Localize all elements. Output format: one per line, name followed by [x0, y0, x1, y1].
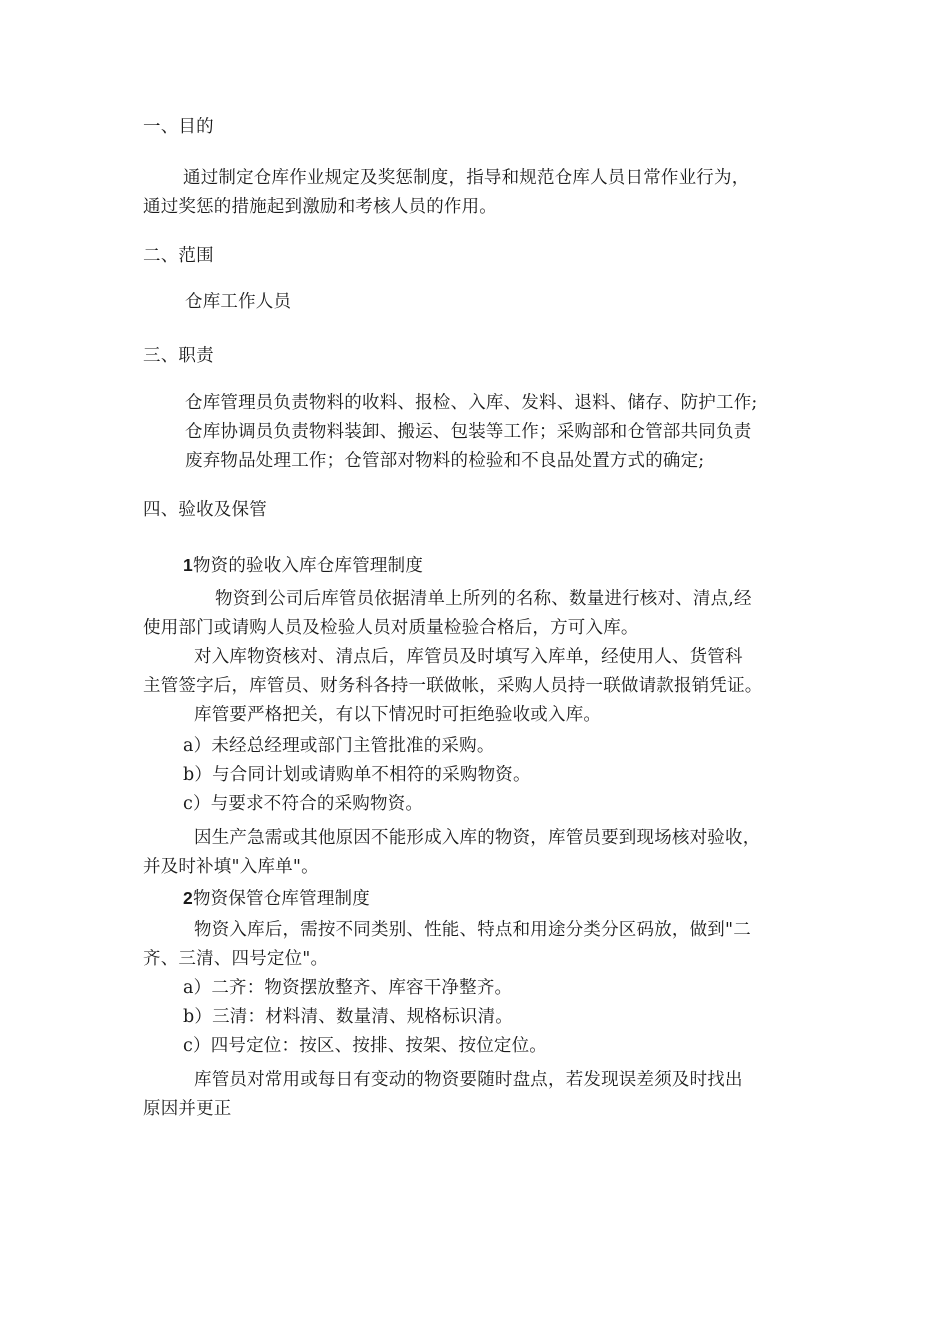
receiving-paragraph-1-line-1: 物资到公司后库管员依据清单上所列的名称、数量进行核对、清点,经 [215, 589, 752, 609]
storage-list-item-c: c）四号定位：按区、按排、按架、按位定位。 [183, 1036, 547, 1056]
storage-paragraph-1-line-2: 齐、三清、四号定位"。 [143, 949, 329, 969]
subsection-2-number: 2 [183, 888, 193, 908]
receiving-list-item-c: c）与要求不符合的采购物资。 [183, 794, 424, 814]
receiving-list-item-b: b）与合同计划或请购单不相符的采购物资。 [183, 765, 531, 785]
storage-paragraph-2-line-1: 库管员对常用或每日有变动的物资要随时盘点，若发现误差须及时找出 [194, 1070, 743, 1090]
receiving-paragraph-1-line-2: 使用部门或请购人员及检验人员对质量检验合格后，方可入库。 [143, 618, 639, 638]
receiving-paragraph-3: 库管要严格把关，有以下情况时可拒绝验收或入库。 [194, 705, 602, 725]
purpose-paragraph-line-2: 通过奖惩的措施起到激励和考核人员的作用。 [143, 197, 497, 217]
section-heading-purpose: 一、目的 [143, 117, 214, 137]
subsection-2-title: 物资保管仓库管理制度 [192, 889, 370, 909]
purpose-paragraph-line-1: 通过制定仓库作业规定及奖惩制度，指导和规范仓库人员日常作业行为， [183, 168, 750, 188]
receiving-paragraph-4-line-2: 并及时补填"入库单"。 [143, 857, 319, 877]
receiving-paragraph-4-line-1: 因生产急需或其他原因不能形成入库的物资，库管员要到现场核对验收， [194, 828, 761, 848]
section-heading-scope: 二、范围 [143, 246, 214, 266]
receiving-paragraph-2-line-1: 对入库物资核对、清点后，库管员及时填写入库单，经使用人、货管科 [194, 647, 743, 667]
duties-line-1: 仓库管理员负责物料的收料、报检、入库、发料、退料、储存、防护工作; [185, 393, 758, 413]
subsection-2-heading [183, 886, 370, 911]
storage-paragraph-2-line-2: 原因并更正 [143, 1099, 232, 1119]
duties-line-3: 废弃物品处理工作；仓管部对物料的检验和不良品处置方式的确定; [185, 451, 705, 471]
storage-paragraph-1-line-1: 物资入库后，需按不同类别、性能、特点和用途分类分区码放，做到"二 [194, 920, 751, 940]
duties-line-2: 仓库协调员负责物料装卸、搬运、包装等工作；采购部和仓管部共同负责 [185, 422, 752, 442]
section-heading-acceptance-storage: 四、验收及保管 [143, 500, 267, 520]
subsection-1-heading [183, 553, 423, 578]
receiving-paragraph-2-line-2: 主管签字后，库管员、财务科各持一联做帐，采购人员持一联做请款报销凭证。 [143, 676, 763, 696]
receiving-list-item-a: a）未经总经理或部门主管批准的采购。 [183, 736, 495, 756]
subsection-1-number: 1 [183, 555, 193, 575]
scope-paragraph: 仓库工作人员 [185, 292, 292, 312]
storage-list-item-b: b）三清：材料清、数量清、规格标识清。 [183, 1007, 514, 1027]
section-heading-duties: 三、职责 [143, 346, 214, 366]
storage-list-item-a: a）二齐：物资摆放整齐、库容干净整齐。 [183, 978, 513, 998]
subsection-1-title: 物资的验收入库仓库管理制度 [192, 556, 424, 576]
